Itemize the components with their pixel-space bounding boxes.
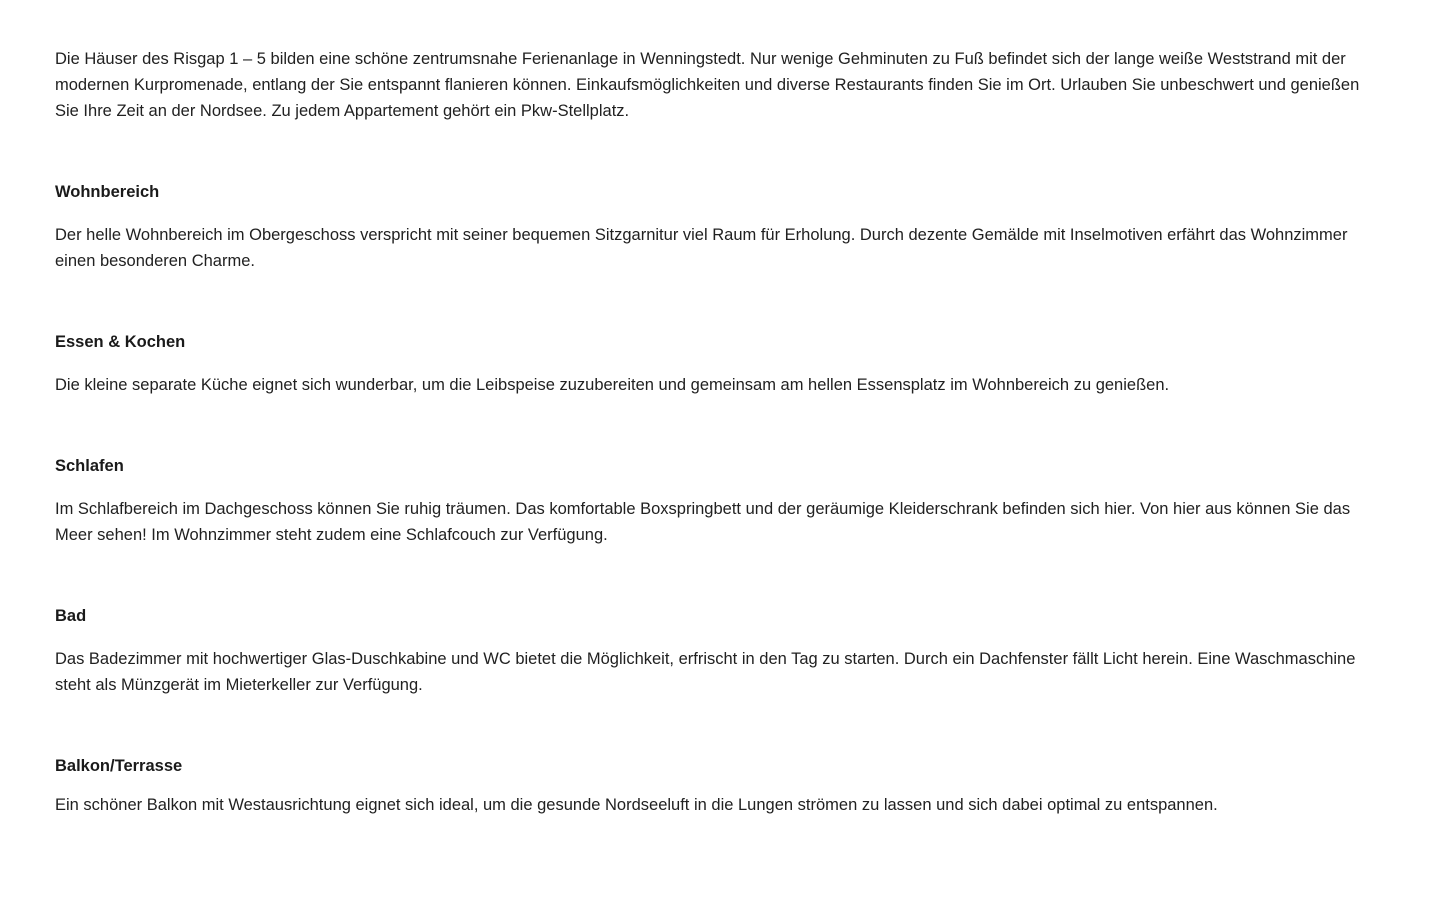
section-schlafen <box>55 453 1364 548</box>
section-bad <box>55 603 1364 698</box>
section-balkon-terrasse <box>55 753 1364 818</box>
section-heading-schlafen: Schlafen <box>55 457 124 475</box>
section-heading-essen-kochen: Essen & Kochen <box>55 333 186 351</box>
section-body-bad: Das Badezimmer mit hochwertiger Glas-Duschkabine und WC bietet die Möglichkeit, erfrischt in den Tag zu starten. Durch ein Dachfenster fällt Licht herein. Eine Waschmaschine steht als Münzgerät im Mieterkeller zur Verfügung. <box>55 650 1356 694</box>
section-body-wohnbereich: Der helle Wohnbereich im Obergeschoss verspricht mit seiner bequemen Sitzgarnitur viel Raum für Erholung. Durch dezente Gemälde mit Inselmotiven erfährt das Wohnzimmer einen besonderen Charme. <box>55 226 1348 270</box>
section-heading-bad: Bad <box>55 607 87 625</box>
intro-paragraph: Die Häuser des Risgap 1 – 5 bilden eine schöne zentrumsnahe Ferienanlage in Wenningstedt. Nur wenige Gehminuten zu Fuß befindet sich der lange weiße Weststrand mit der modernen Kurpromenade, entlang der Sie entspannt flanieren können. Einkaufsmöglichkeiten und diverse Restaurants finden Sie im Ort. Urlauben Sie unbeschwert und genießen Sie Ihre Zeit an der Nordsee. Zu jedem Appartement gehört ein Pkw-Stellplatz. <box>55 50 1360 120</box>
section-body-balkon-terrasse: Ein schöner Balkon mit Westausrichtung eignet sich ideal, um die gesunde Nordseeluft in die Lungen strömen zu lassen und sich dabei optimal zu entspannen. <box>55 796 1218 814</box>
section-heading-wohnbereich: Wohnbereich <box>55 183 160 201</box>
section-body-schlafen: Im Schlafbereich im Dachgeschoss können Sie ruhig träumen. Das komfortable Boxspringbett und der geräumige Kleiderschrank befinden sich hier. Von hier aus können Sie das Meer sehen! Im Wohnzimmer steht zudem eine Schlafcouch zur Verfügung. <box>55 500 1351 544</box>
section-body-essen-kochen: Die kleine separate Küche eignet sich wunderbar, um die Leibspeise zuzubereiten und gemeinsam am hellen Essensplatz im Wohnbereich zu genießen. <box>55 376 1170 394</box>
section-essen-kochen <box>55 329 1364 398</box>
section-heading-balkon-terrasse: Balkon/Terrasse <box>55 757 183 775</box>
section-wohnbereich <box>55 179 1364 274</box>
